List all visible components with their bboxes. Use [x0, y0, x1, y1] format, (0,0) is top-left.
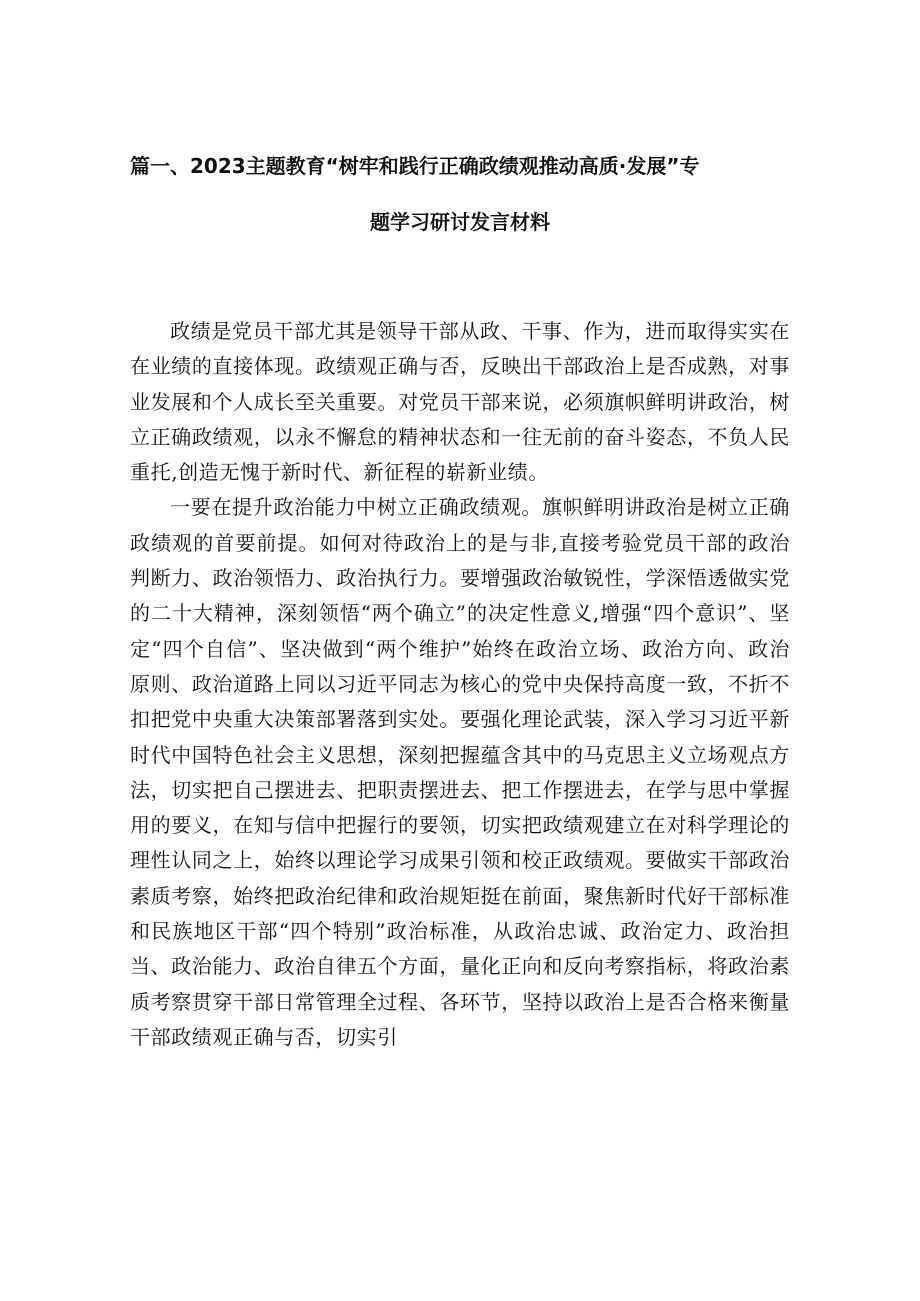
- document-title-line-2: 题学习研讨发言材料: [370, 210, 550, 234]
- document-title-line-1: 篇一、2023主题教育“树牢和践行正确政绩观推动高质·发展”专: [130, 154, 700, 178]
- paragraph-point-one: 一要在提升政治能力中树立正确政绩观。旗帜鲜明讲政治是树立正确政绩观的首要前提。如何对待政治上的是与非,直接考验党员干部的政治判断力、政治领悟力、政治执行力。要增强政治敏锐性，学深悟透做实党的二十大精神，深刻领悟“两个确立”的决定性意义,增强“四个意识”、坚定“四个自信”、坚决做到“两个维护”始终在政治立场、政治方向、政治原则、政治道路上同以习近平同志为核心的党中央保持高度一致，不折不扣把党中央重大决策部署落到实处。要强化理论武装，深入学习习近平新时代中国特色社会主义思想，深刻把握蕴含其中的马克思主义立场观点方法，切实把自己摆进去、把职责摆进去、把工作摆进去，在学与思中掌握用的要义，在知与信中把握行的要领，切实把政绩观建立在对科学理论的理性认同之上，始终以理论学习成果引领和校正政绩观。要做实干部政治素质考察，始终把政治纪律和政治规矩挺在前面，聚焦新时代好干部标准和民族地区干部“四个特别”政治标准，从政治忠诚、政治定力、政治担当、政治能力、政治自律五个方面，量化正向和反向考察指标，将政治素质考察贯穿干部日常管理全过程、各环节，坚持以政治上是否合格来衡量干部政绩观正确与否，切实引: [130, 495, 790, 1049]
- document-body: [130, 314, 790, 1055]
- paragraph-intro: 政绩是党员干部尤其是领导干部从政、干事、作为，进而取得实实在在业绩的直接体现。政绩观正确与否，反映出干部政治上是否成熟，对事业发展和个人成长至关重要。对党员干部来说，必须旗帜鲜明讲政治，树立正确政绩观，以永不懈怠的精神状态和一往无前的奋斗姿态，不负人民重托,创造无愧于新时代、新征程的崭新业绩。: [130, 319, 790, 485]
